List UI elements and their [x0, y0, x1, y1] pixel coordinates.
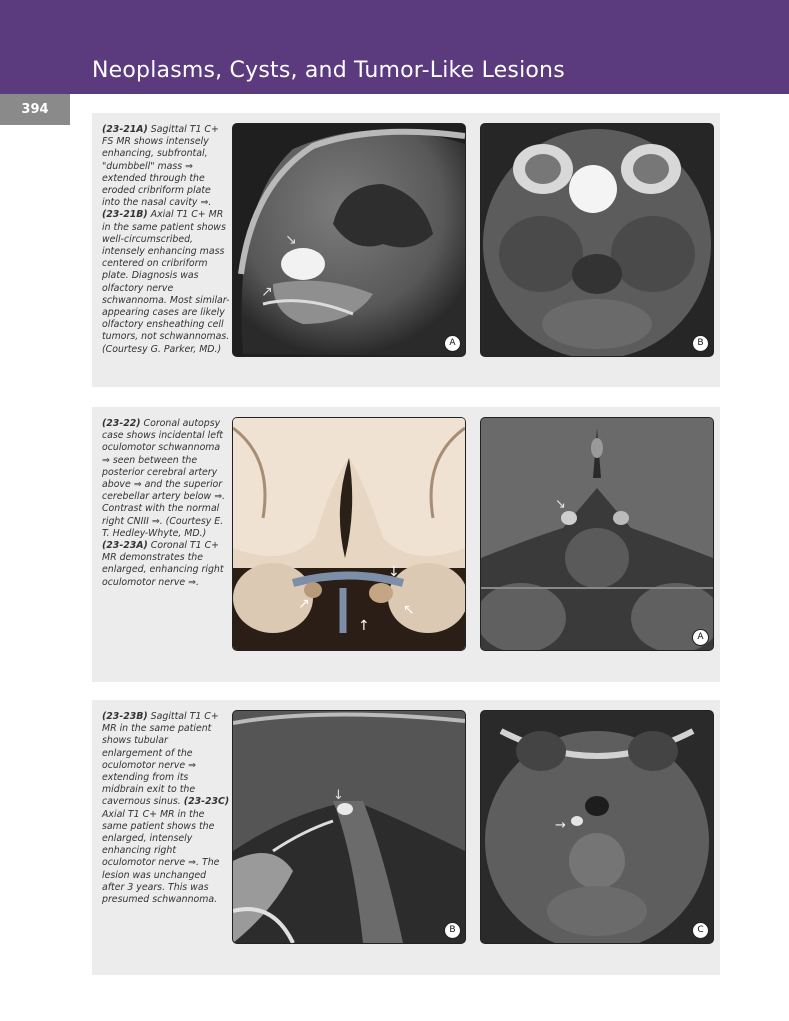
arrow-icon: ⇒ — [188, 857, 197, 869]
figure-number: (23-22) — [102, 418, 141, 429]
caption-text: Coronal T1 C+ MR demonstrates the enlarged, enhancing right oculomotor nerve — [102, 540, 224, 588]
svg-text:↗: ↗ — [261, 284, 273, 300]
mri-sagittal-olfactory-schwannoma — [232, 123, 466, 357]
figure-number: (23-23B) — [102, 711, 148, 722]
caption-text: Axial T1 C+ MR in the same patient shows well-circumscribed, intensely enhancing mass centered on cribriform plate. Diagnosis was olfactory nerve schwannoma. Most similar-appearing cases are likely olfactory ensheathing cell tumors, not schwannomas. (Courtesy G. Parker, MD.) — [102, 209, 230, 355]
figure-number: (23-21A) — [102, 124, 148, 135]
arrow-icon: ⇒ — [200, 197, 209, 209]
svg-text:↗: ↗ — [298, 596, 310, 612]
figure-caption-3 — [102, 711, 230, 906]
caption-text: Sagittal T1 C+ MR in the same patient shows tubular enlargement of the oculomotor nerve — [102, 711, 219, 771]
figure-number: (23-23A) — [102, 540, 148, 552]
figure-panel-3 — [92, 700, 720, 975]
arrow-icon: ⇒ — [151, 515, 160, 527]
mri-sagittal-oculomotor-nerve — [232, 710, 466, 944]
caption-text: . — [208, 197, 212, 209]
caption-text: seen between the posterior cerebral artery above — [102, 454, 218, 491]
page-number: 394 — [0, 94, 70, 125]
arrow-icon: ⇒ — [188, 576, 197, 588]
caption-text: Coronal autopsy case shows incidental left oculomotor schwannoma — [102, 418, 223, 454]
svg-text:↘: ↘ — [555, 497, 566, 512]
caption-text: . Contrast with the normal right CNIII — [102, 491, 226, 527]
svg-text:↖: ↖ — [403, 602, 415, 618]
panel-label-c: C — [692, 922, 709, 939]
chapter-title: Neoplasms, Cysts, and Tumor-Like Lesions — [92, 58, 565, 83]
arrow-icon: ⇒ — [214, 491, 223, 503]
caption-text: Axial T1 C+ MR in the same patient shows the enlarged, intensely enhancing right oculomotor nerve — [102, 808, 215, 869]
mri-axial-olfactory-schwannoma — [480, 123, 714, 357]
svg-text:↓: ↓ — [388, 564, 400, 580]
figure-caption-2 — [102, 418, 230, 589]
caption-text: extended through the eroded cribriform plate into the nasal cavity — [102, 172, 211, 209]
autopsy-coronal-oculomotor-schwannoma — [232, 417, 466, 651]
caption-text: Sagittal T1 C+ FS MR shows intensely enhancing, subfrontal, "dumbbell" mass — [102, 124, 219, 172]
caption-text: . — [196, 576, 199, 588]
caption-text: extending from its midbrain exit to the cavernous sinus. — [102, 772, 196, 808]
figure-number: (23-23C) — [183, 796, 230, 808]
caption-text: . (Courtesy E. T. Hedley-Whyte, MD.) — [102, 515, 224, 539]
arrow-icon: ⇒ — [102, 454, 110, 466]
panel-label-a: A — [692, 629, 709, 646]
figure-number: (23-21B) — [102, 209, 148, 221]
panel-label-a: A — [444, 335, 461, 352]
figure-caption-1 — [102, 124, 230, 356]
figure-panel-2 — [92, 407, 720, 682]
panel-label-b: B — [444, 922, 461, 939]
figure-panel-1 — [92, 113, 720, 387]
svg-text:→: → — [555, 818, 566, 833]
caption-text: . The lesion was unchanged after 3 years. This was presumed schwannoma. — [102, 857, 220, 906]
chapter-header — [0, 0, 789, 94]
svg-text:↘: ↘ — [285, 232, 297, 248]
arrow-icon: ⇒ — [188, 759, 197, 771]
mri-coronal-oculomotor-nerve — [480, 417, 714, 651]
svg-text:↑: ↑ — [358, 618, 370, 634]
arrow-icon: ⇒ — [133, 479, 142, 491]
svg-text:↓: ↓ — [333, 788, 344, 803]
mri-axial-oculomotor-nerve — [480, 710, 714, 944]
caption-text: and the superior cerebellar artery below — [102, 479, 223, 503]
panel-label-b: B — [692, 335, 709, 352]
arrow-icon: ⇒ — [185, 160, 193, 172]
